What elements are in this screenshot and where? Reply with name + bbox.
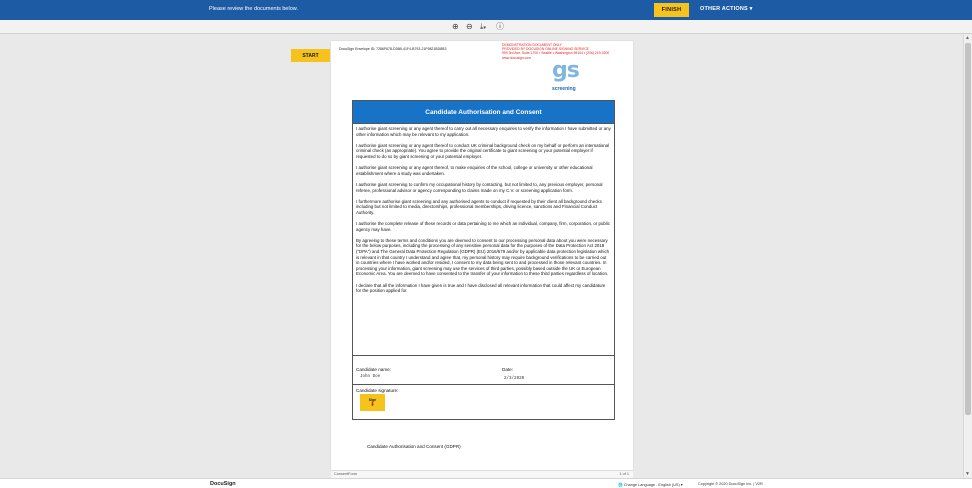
candidate-details-row: [353, 356, 614, 385]
copyright: Copyright © 2020 DocuSign Inc. | V2R: [698, 482, 763, 486]
chevron-down-icon: ▾: [680, 483, 683, 487]
download-arrow-icon: ⬇: [369, 401, 376, 408]
consent-paragraph: I authorise giant screening or any agent thereof to carry out all necessary enquiries to verify the information I have submitted or any other information which may be relevant to my application.: [356, 126, 611, 137]
date-label: Date:: [502, 367, 513, 372]
date-value: 2/3/2020: [504, 377, 525, 381]
consent-paragraph: I authorise giant screening or any agent thereof to conduct UK criminal background check on my behalf or perform an international criminal check (as appropriate). You agree to provide the original certificate to giant screening or your potential employer if requested to do so by giant screening or your potential employer.: [356, 142, 610, 159]
form-title: Candidate Authorisation and Consent: [353, 101, 614, 124]
sign-here-button[interactable]: [360, 394, 385, 411]
demo-watermark: DEMONSTRATION DOCUMENT ONLY PROVIDED BY DOCUSIGN ONLINE SIGNING SERVICE 999 3rd Ave, Suite 1700 • Seattle • Washington 98104 • (206) 219-0200 www.docusign.com: [502, 43, 610, 60]
page-bar: [331, 470, 633, 478]
globe-icon: 🌐: [618, 483, 623, 487]
finish-button[interactable]: FINISH: [654, 3, 689, 17]
other-actions-label: OTHER ACTIONS: [700, 6, 748, 12]
top-banner: [0, 0, 972, 20]
consent-paragraph: By agreeing to these terms and conditions you are deemed to consent to our processing personal data about you were necessary for the below purposes, including the processing of any sensitive personal data for the purposes of the Data Protection Act 2018 ("DPA") and The General Data Protection Regulation (GDPR) (EU) 2016/679 and/or by applicable data protection legislation which is relevant in that country I understand and agree that, my personal history may require background verifications to be carried out in countries where I have worked and/or resided, I consent to my data being sent to and processed in those relevant countries. In processing your information, giant screening may use the services of third parties, possibly based outside the UK or European Economic Area. You are deemed to have consented to the transfer of your information to these third parties regardless of location.: [356, 237, 610, 277]
page-indicator: 1 of 1: [619, 472, 629, 476]
scroll-down-icon[interactable]: ▼: [965, 471, 970, 477]
company-logo: gs screening: [552, 58, 579, 92]
info-icon[interactable]: ⓘ: [496, 22, 504, 31]
sign-label: Sign: [368, 397, 377, 402]
change-language-link[interactable]: 🌐 Change Language - English (US) ▾: [618, 483, 683, 487]
docusign-brand: DocuSign: [210, 481, 236, 487]
zoom-out-icon[interactable]: ⊖: [466, 22, 473, 31]
candidate-name-value: John Doe: [360, 375, 381, 379]
document-page: [331, 41, 633, 470]
candidate-name-label: Candidate name:: [356, 367, 391, 372]
scrollbar[interactable]: [963, 35, 972, 477]
document-footnote: Candidate Authorisation and Consent (GDPR): [367, 444, 461, 449]
consent-paragraph: I declare that all the information I have given is true and I have disclosed all relevant information that could affect my candidature for the position applied for.: [356, 282, 606, 294]
chevron-down-icon: ▾: [749, 6, 753, 12]
candidate-signature-label: Candidate signature:: [356, 388, 399, 393]
consent-paragraph: I authorise giant screening to confirm my occupational history by contacting, but not limited to, any previous employer, personal referee, professional advisor or agency corresponding to claims made on my C.V. or screening application form.: [356, 181, 603, 193]
consent-paragraph: I furthermore authorise giant screening and any authorised agents to conduct if requested by their client all background checks including but not limited to media, directorships, professional memberships, driving licence, sanctions and Financial Conduct Authority.: [356, 198, 602, 215]
envelope-id: DocuSign Envelope ID: 7286F678-D36B-41F4-B793-21F9821BD8B3: [339, 47, 447, 51]
start-button[interactable]: START: [291, 49, 330, 62]
consent-form: [352, 100, 615, 420]
signature-row: [353, 385, 614, 420]
review-message: Please review the documents below.: [209, 6, 298, 12]
scroll-up-icon[interactable]: ▲: [965, 35, 970, 41]
other-actions-menu[interactable]: [700, 6, 753, 12]
consent-paragraph: I authorise giant screening or any agent thereof, to make enquiries of the school, college or university or other educational establishment where a study was undertaken.: [356, 165, 593, 176]
consent-paragraph: I authorise the complete release of these records or data pertaining to me which an individual, company, firm, corporation, or public agency may have.: [356, 221, 610, 232]
zoom-in-icon[interactable]: ⊕: [452, 22, 459, 31]
download-icon[interactable]: ⤓▾: [480, 22, 487, 31]
document-name: ConsentForm: [334, 472, 358, 476]
scrollbar-thumb[interactable]: [965, 43, 971, 415]
form-body: [353, 124, 614, 356]
document-toolbar: [0, 20, 972, 34]
footer: [0, 478, 972, 488]
